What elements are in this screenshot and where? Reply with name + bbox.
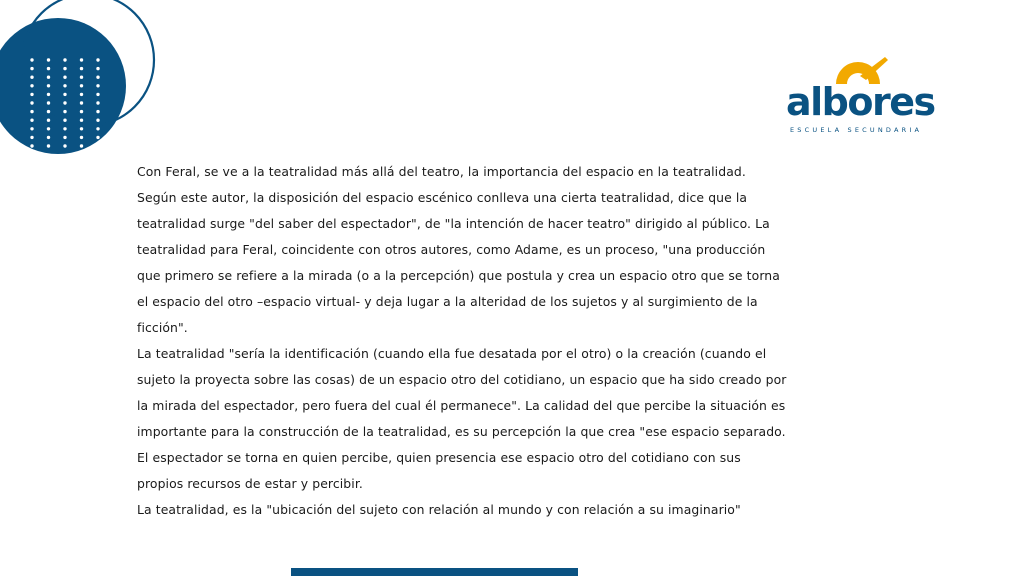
decor-dot (63, 101, 66, 104)
decor-dot (63, 110, 66, 113)
decor-dot (96, 84, 99, 87)
decor-dot (47, 110, 50, 113)
decor-dot (47, 67, 50, 70)
paragraph: La teatralidad, es la "ubicación del sujeto con relación al mundo y con relación a su imaginario" (137, 502, 741, 517)
decor-dot (47, 136, 50, 139)
decor-dot (63, 84, 66, 87)
decor-dot (47, 101, 50, 104)
decor-dot (80, 93, 83, 96)
decor-dot (63, 67, 66, 70)
decor-dot (96, 58, 99, 61)
decor-dot (30, 93, 33, 96)
bottom-accent-bar (291, 568, 578, 576)
decor-dot (30, 119, 33, 122)
decor-dot (30, 101, 33, 104)
logo-subtitle: ESCUELA SECUNDARIA (790, 126, 923, 134)
decor-dot (47, 84, 50, 87)
decor-dot (63, 144, 66, 147)
decor-dot (63, 127, 66, 130)
decor-dot (96, 136, 99, 139)
decor-dot (80, 84, 83, 87)
decor-dot (47, 119, 50, 122)
body-text (137, 159, 787, 523)
decor-dot (47, 76, 50, 79)
decor-dot (30, 76, 33, 79)
paragraph: La teatralidad "sería la identificación (cuando ella fue desatada por el otro) o la creación (cuando el sujeto la proyecta sobre las cosas) de un espacio otro del cotidiano, un espacio que ha sido creado por la mirada del espectador, pero fuera del cual él permanece". La calidad del que percibe la situación es importante para la construcción de la teatralidad, es su percepción la que crea "ese espacio separado. El espectador se torna en quien percibe, quien presencia ese espacio otro del cotidiano con sus propios recursos de estar y percibir. (137, 346, 787, 491)
decor-dot (80, 127, 83, 130)
decor-dot (30, 84, 33, 87)
filled-circle (0, 18, 126, 154)
decor-dot (63, 93, 66, 96)
decor-dot (80, 136, 83, 139)
decor-dot (47, 127, 50, 130)
decor-dot (96, 127, 99, 130)
decor-dot (96, 101, 99, 104)
decor-dot (63, 76, 66, 79)
decor-dot (63, 119, 66, 122)
decor-dot (96, 119, 99, 122)
decor-dot (96, 110, 99, 113)
decor-dot (80, 144, 83, 147)
decor-dot (96, 67, 99, 70)
decor-dot (30, 127, 33, 130)
logo-wordmark: albores (786, 80, 935, 124)
decor-dot (96, 76, 99, 79)
decor-dot (63, 58, 66, 61)
decor-dot (80, 67, 83, 70)
decor-dot (96, 93, 99, 96)
decor-dot (47, 58, 50, 61)
decor-dot (63, 136, 66, 139)
albores-logo (786, 54, 935, 138)
decor-dot (30, 110, 33, 113)
decor-dot (30, 58, 33, 61)
decor-dot (47, 144, 50, 147)
decor-dot (80, 101, 83, 104)
decor-dot (80, 76, 83, 79)
decor-dot (30, 144, 33, 147)
decorative-circle-graphic (0, 0, 170, 170)
decor-dot (30, 67, 33, 70)
decor-dot (80, 119, 83, 122)
decor-dot (80, 110, 83, 113)
decor-dot (30, 136, 33, 139)
paragraph: Con Feral, se ve a la teatralidad más allá del teatro, la importancia del espacio en la teatralidad. Según este autor, la disposición del espacio escénico conlleva una cierta teatralidad, dice que la teatralidad surge "del saber del espectador", de "la intención de hacer teatro" dirigido al público. La teatralidad para Feral, coincidente con otros autores, como Adame, es un proceso, "una producción que primero se refiere a la mirada (o a la percepción) que postula y crea un espacio otro que se torna el espacio del otro –espacio virtual- y deja lugar a la alteridad de los sujetos y al surgimiento de la ficción". (137, 164, 780, 335)
decor-dot (47, 93, 50, 96)
decor-dot (80, 58, 83, 61)
decor-dot (96, 144, 99, 147)
